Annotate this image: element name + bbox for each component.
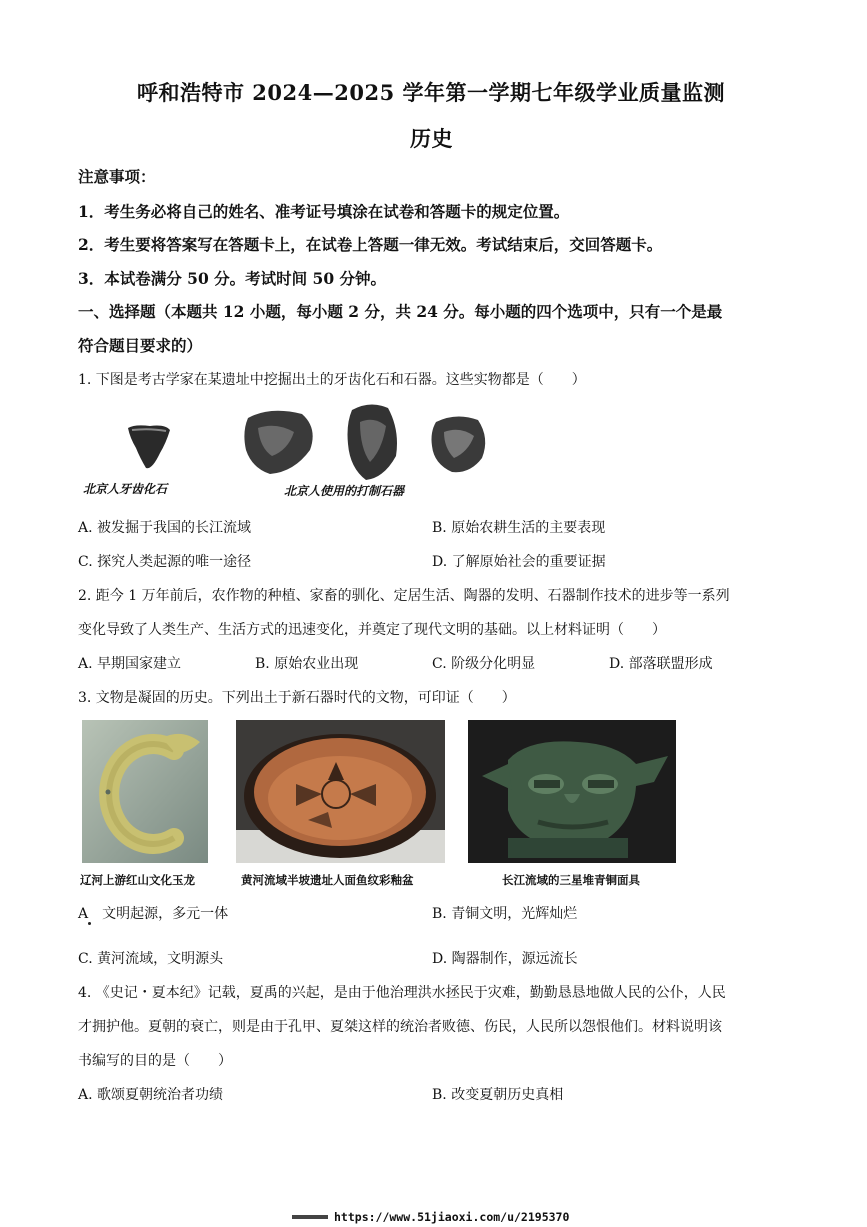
q4-stem-line3: 书编写的目的是（ ） [78,1053,232,1069]
footer-url-link[interactable]: https://www.51jiaoxi.com/u/2195370 [334,1210,570,1224]
q1-caption-right: 北京人使用的打制石器 [284,484,405,498]
q3-option-d: D. 陶器制作，源远流长 [432,951,578,967]
q4-option-a: A. 歌颂夏朝统治者功绩 [78,1087,224,1103]
notice-item-3: 3．本试卷满分 50 分。考试时间 50 分钟。 [78,269,387,288]
q3-option-a: A 文明起源，多元一体 [78,906,229,922]
q2-option-a: A. 早期国家建立 [78,656,182,672]
q3-stem: 3. 文物是凝固的历史。下列出土于新石器时代的文物，可印证（ ） [78,690,516,706]
q2-option-c: C. 阶级分化明显 [432,656,536,672]
q3-painted-basin-image [236,720,445,863]
q4-stem-line2: 才拥护他。夏朝的衰亡，则是由于孔甲、夏桀这样的统治者败德、伤民，人民所以怨恨他们。材料说明该 [78,1019,722,1035]
q2-option-b: B. 原始农业出现 [255,656,359,672]
q1-option-c: C. 探究人类起源的唯一途径 [78,554,252,570]
notice-heading: 注意事项： [78,167,156,186]
notice-item-2: 2．考生要将答案写在答题卡上，在试卷上答题一律无效。考试结束后，交回答题卡。 [78,235,663,254]
section1-line2: 符合题目要求的） [78,336,203,355]
q3-option-b: B. 青铜文明，光辉灿烂 [432,906,578,922]
subject-title: 历史 [410,126,453,151]
q4-stem-line1: 4. 《史记・夏本纪》记载，夏禹的兴起，是由于他治理洪水拯民于灾难，勤勤恳恳地做人民的公仆，人民 [78,985,726,1001]
q3-caption-2: 黄河流域半坡遗址人面鱼纹彩釉盆 [241,873,414,887]
q1-caption-left: 北京人牙齿化石 [83,482,168,496]
notice-item-1: 1．考生务必将自己的姓名、准考证号填涂在试卷和答题卡的规定位置。 [78,202,570,221]
q2-stem-line1: 2. 距今 1 万年前后，农作物的种植、家畜的驯化、定居生活、陶器的发明、石器制作技术的进步等一系列 [78,588,730,604]
footer-logo-mark [292,1215,328,1219]
q3-option-c: C. 黄河流域，文明源头 [78,951,224,967]
q2-stem-line2: 变化导致了人类生产、生活方式的迅速变化，并奠定了现代文明的基础。以上材料证明（ ） [78,622,666,638]
q1-stem: 1. 下图是考古学家在某遗址中挖掘出土的牙齿化石和石器。这些实物都是（ ） [78,372,586,388]
q3-option-a-dot [88,922,91,925]
q1-option-d: D. 了解原始社会的重要证据 [432,554,606,570]
q1-option-b: B. 原始农耕生活的主要表现 [432,520,606,536]
q3-bronze-mask-image [468,720,676,863]
q2-option-d: D. 部落联盟形成 [609,656,713,672]
exam-title: 呼和浩特市 2024—2025 学年第一学期七年级学业质量监测 [137,80,726,105]
q3-jade-dragon-image [82,720,208,863]
q3-caption-1: 辽河上游红山文化玉龙 [80,873,195,887]
q4-option-b: B. 改变夏朝历史真相 [432,1087,564,1103]
q1-option-a: A. 被发掘于我国的长江流域 [78,520,252,536]
q3-caption-3: 长江流域的三星堆青铜面具 [502,873,640,887]
section1-line1: 一、选择题（本题共 12 小题，每小题 2 分，共 24 分。每小题的四个选项中，只有一个是最 [78,302,723,321]
